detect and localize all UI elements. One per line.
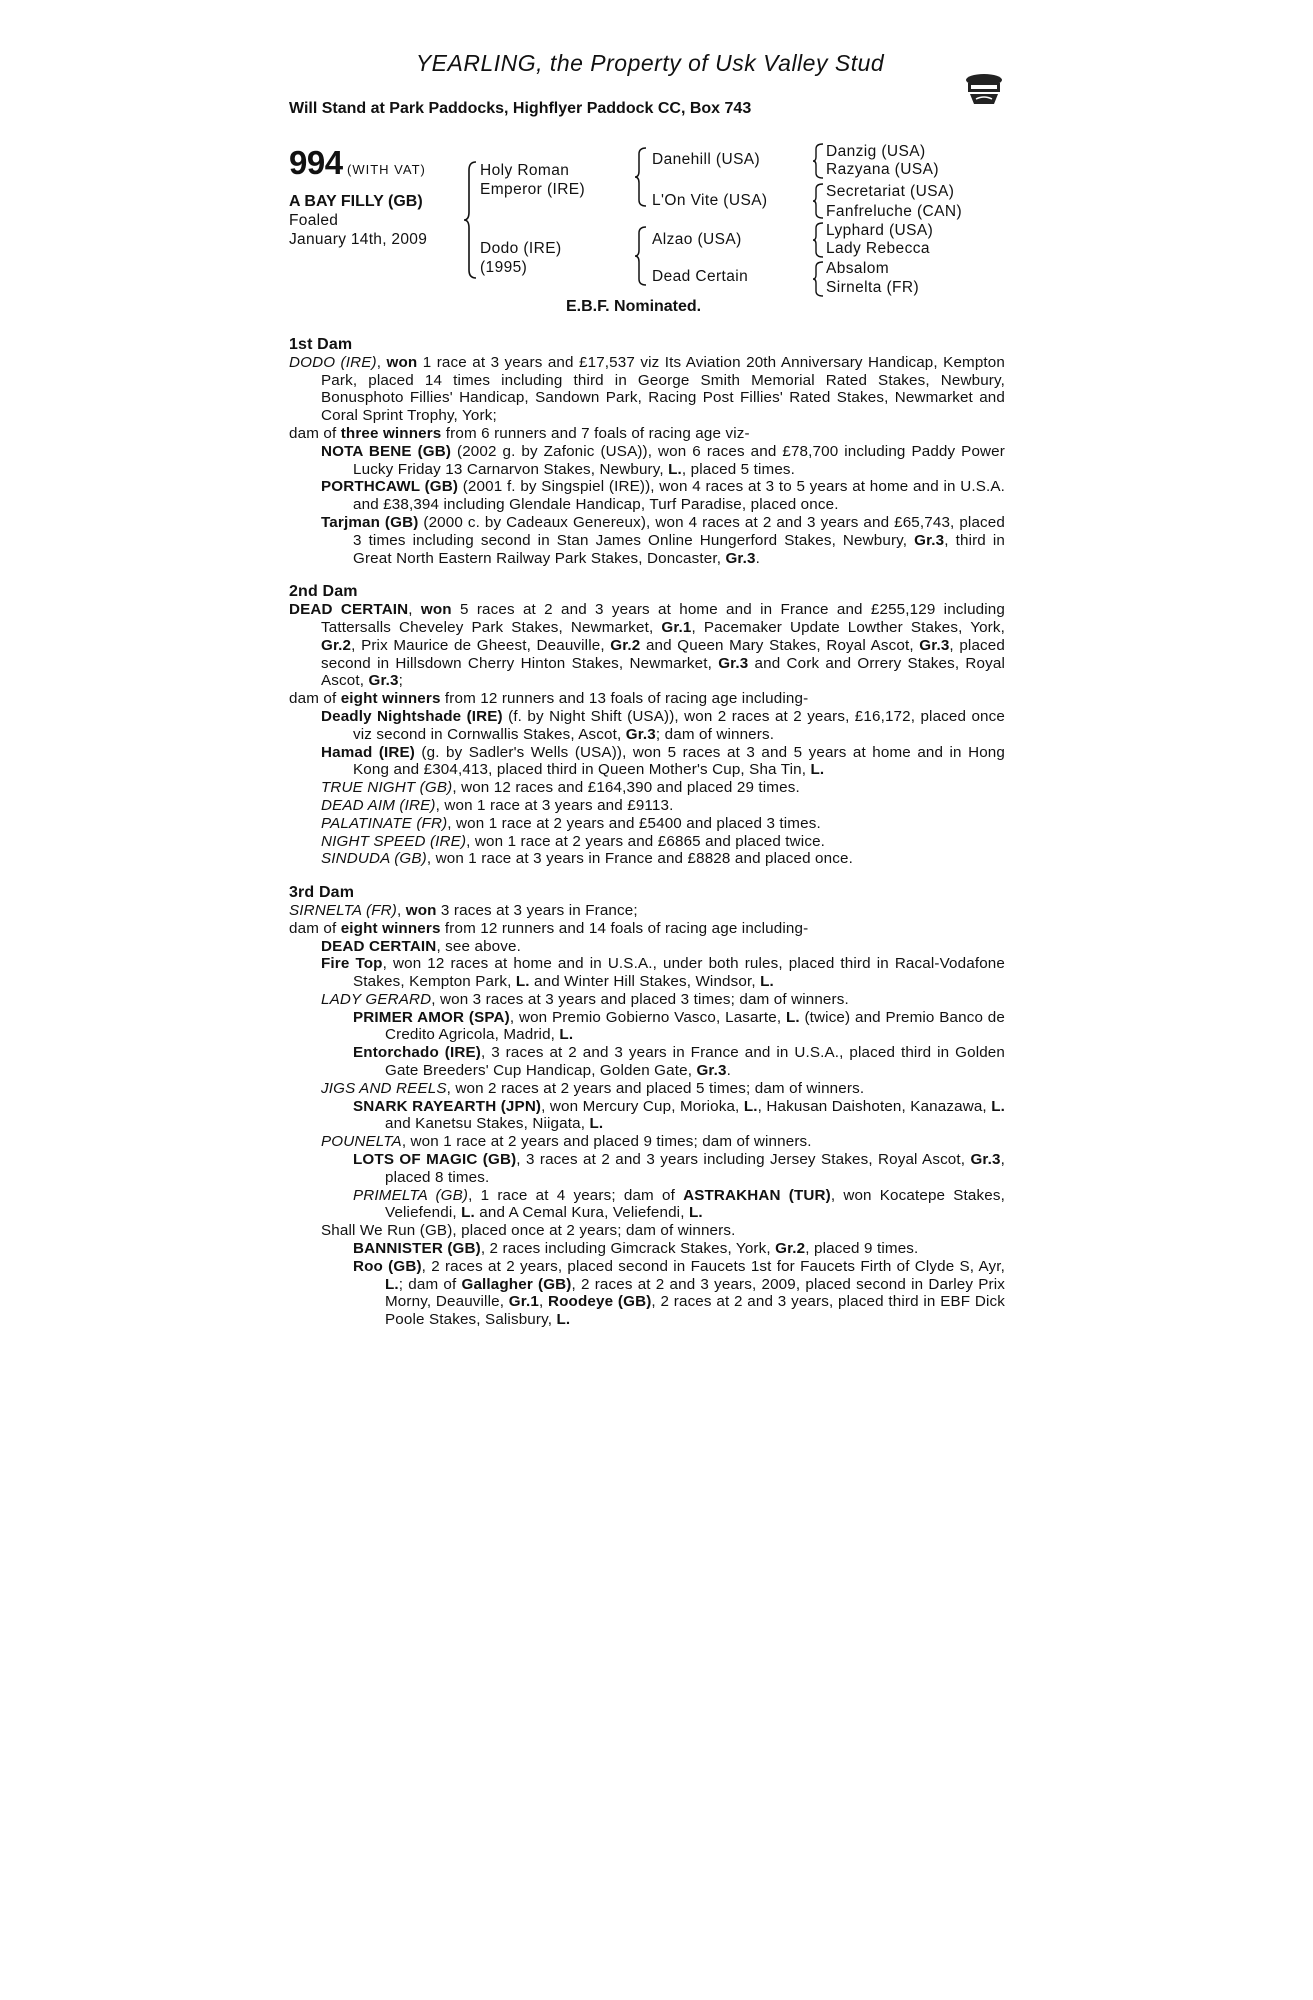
group-mark: Gr.3	[718, 654, 749, 672]
first-dam-produce-line	[289, 425, 1005, 443]
produce-entry	[289, 815, 1005, 833]
produce-entry	[289, 955, 1005, 991]
race-record: , won 1 race at 3 years in France and £8828 and placed once.	[426, 850, 853, 868]
listed-mark: L.	[743, 1097, 758, 1115]
winners-count: eight winners	[340, 690, 441, 708]
race-record: , Hakusan Daishoten, Kanazawa,	[757, 1097, 992, 1115]
horse-name: Deadly Nightshade (IRE)	[321, 707, 503, 725]
group-mark: Gr.3	[919, 636, 950, 654]
race-record: , 2 races including Gimcrack Stakes, York,	[480, 1240, 776, 1258]
ggs-4: Absalom	[826, 260, 890, 277]
dam-name-text: SIRNELTA (FR)	[289, 901, 397, 919]
produce-entry	[289, 779, 1005, 797]
produce-entry: Shall We Run (GB), placed once at 2 years; dam of winners.	[321, 1222, 736, 1240]
race-record: , 2 races at 2 and 3 years, 2009, placed second in Darley Prix Morny, Deauville,	[385, 1275, 1006, 1311]
group-mark: Gr.3	[914, 531, 945, 549]
third-dam-produce-line	[289, 920, 1005, 938]
race-record: 3 races at 3 years in France;	[436, 901, 638, 919]
race-record: , won Mercury Cup, Morioka,	[541, 1097, 744, 1115]
produce-entry	[289, 1151, 1005, 1187]
race-record: ; dam of	[398, 1275, 462, 1293]
group-mark: Gr.3	[725, 549, 756, 567]
winners-count: three winners	[340, 424, 442, 442]
race-record: and Cork and Orrery Stakes, Royal Ascot,	[321, 654, 1005, 690]
race-record: , placed 8 times.	[385, 1151, 1005, 1186]
runners-text: from 12 runners and 13 foals of racing age including-	[440, 690, 809, 708]
produce-entry	[289, 850, 1005, 868]
pedigree-brace-gen3-2	[811, 182, 825, 220]
sire-name: Holy Roman	[480, 162, 570, 179]
horse-name: Gallagher (GB)	[461, 1275, 572, 1293]
listed-mark: L.	[991, 1097, 1005, 1115]
ggs-2: Secretariat (USA)	[826, 183, 955, 200]
horse-name: Fire Top	[321, 955, 383, 973]
ggd-4: Sirnelta (FR)	[826, 279, 920, 296]
listed-mark: L.	[810, 761, 825, 779]
ggd-2: Fanfreluche (CAN)	[826, 203, 963, 220]
lot-description: A BAY FILLY (GB)	[289, 193, 423, 210]
listed-mark: L.	[688, 1204, 703, 1222]
listed-mark: L.	[559, 1026, 574, 1044]
second-dam-produce-line	[289, 690, 1005, 708]
listed-mark: L.	[515, 973, 530, 991]
race-record: and Winter Hill Stakes, Windsor,	[529, 973, 761, 991]
group-mark: Gr.2	[610, 636, 641, 654]
ggd-3: Lady Rebecca	[826, 240, 930, 257]
listed-mark: L.	[385, 1275, 399, 1293]
race-record: , 2 races at 2 and 3 years, placed third in EBF Dick Poole Stakes, Salisbury,	[385, 1293, 1006, 1329]
horse-name: NOTA BENE (GB)	[321, 442, 452, 460]
horse-name: BANNISTER (GB)	[353, 1240, 481, 1258]
group-mark: Gr.3	[625, 725, 656, 743]
race-record: 5 races at 2 and 3 years at home and in France and £255,129 including Tattersalls Cheveley Park Stakes, Newmarket,	[321, 601, 1005, 636]
race-record: (2000 c. by Cadeaux Genereux), won 4 races at 2 and 3 years and £65,743, placed 3 times including second in Stan James Online Hungerford Stakes, Newbury,	[353, 513, 1005, 549]
produce-entry	[289, 1009, 1005, 1045]
produce-entry	[289, 1187, 1005, 1223]
dam-of-text: dam of	[289, 690, 341, 708]
pedigree-brace-sire	[633, 146, 649, 208]
second-dam-entry: DEAD CERTAIN, won 5 races at 2 and 3 years at home and in France and £255,129 including Tattersalls Cheveley Park Stakes, Newmarket, Gr.1, Pacemaker Update Lowther Stakes, York, Gr.2, Prix Maurice de Gheest, Deauville, Gr.2 and Queen Mary Stakes, Royal Ascot, Gr.3, placed second in Hillsdown Cherry Hinton Stakes, Newmarket, Gr.3 and Cork and Orrery Stakes, Royal Ascot, Gr.3;	[289, 601, 1005, 690]
race-record: , Pacemaker Update Lowther Stakes, York,	[691, 618, 1005, 636]
produce-entry	[289, 938, 1005, 956]
dam-dam: Dead Certain	[652, 268, 749, 285]
third-dam-entry: SIRNELTA (FR), won 3 races at 3 years in France;	[289, 901, 638, 919]
pedigree-brace-dam	[633, 225, 649, 287]
race-record: and Kanetsu Stakes, Niigata,	[385, 1115, 590, 1133]
race-record: , placed 5 times.	[681, 460, 796, 478]
race-record: , won 3 races at 3 years and placed 3 times; dam of winners.	[431, 990, 849, 1008]
race-record: , won Kocatepe Stakes, Veliefendi,	[385, 1186, 1005, 1222]
horse-name: PALATINATE (FR)	[321, 814, 448, 832]
ggs-3: Lyphard (USA)	[826, 222, 934, 239]
stud-logo-icon	[962, 66, 1006, 110]
pedigree-brace-gen3-1	[811, 142, 825, 180]
ggd-1: Razyana (USA)	[826, 161, 939, 178]
family-section	[289, 336, 1005, 1329]
group-mark: Gr.1	[508, 1293, 539, 1311]
horse-name: Tarjman (GB)	[321, 513, 419, 531]
race-record: (2001 f. by Singspiel (IRE)), won 4 races at 3 to 5 years at home and in U.S.A. and £38,394 including Glendale Handicap, Turf Paradise, placed once.	[353, 478, 1005, 514]
page-title: YEARLING, the Property of Usk Valley Stud	[415, 50, 885, 76]
horse-name: PRIMER AMOR (SPA)	[353, 1008, 510, 1026]
produce-entry	[289, 1133, 1005, 1151]
group-mark: Gr.3	[696, 1062, 727, 1080]
dam-year: (1995)	[480, 259, 528, 276]
produce-entry	[289, 1080, 1005, 1098]
listed-mark: L.	[589, 1115, 604, 1133]
sire-name-line2: Emperor (IRE)	[480, 181, 586, 198]
produce-entry	[289, 478, 1005, 514]
race-record: , won 1 race at 2 years and placed 9 times; dam of winners.	[401, 1133, 812, 1151]
horse-name: SNARK RAYEARTH (JPN)	[353, 1097, 542, 1115]
pedigree-brace-main	[462, 160, 480, 280]
race-record: ;	[398, 672, 404, 690]
produce-entry	[289, 514, 1005, 567]
race-record: , won 12 races at home and in U.S.A., under both rules, placed third in Racal-Vodafone Stakes, Kempton Park,	[353, 955, 1005, 991]
race-record: and Queen Mary Stakes, Royal Ascot,	[640, 636, 920, 654]
won-text: won	[386, 353, 418, 371]
race-record: , won 1 race at 3 years and £9113.	[435, 796, 674, 814]
sire-dam: L'On Vite (USA)	[652, 192, 768, 209]
horse-name: TRUE NIGHT (GB)	[321, 779, 453, 797]
race-record: (twice) and Premio Banco de Credito Agricola, Madrid,	[385, 1008, 1005, 1044]
ggs-1: Danzig (USA)	[826, 143, 926, 160]
race-record: , 3 races at 2 and 3 years including Jersey Stakes, Royal Ascot,	[516, 1151, 971, 1169]
lot-number: 994	[289, 144, 343, 181]
lot-number-line	[289, 144, 426, 182]
listed-mark: L.	[760, 973, 774, 991]
produce-entry	[289, 833, 1005, 851]
race-record: , won 1 race at 2 years and £6865 and placed twice.	[466, 832, 826, 850]
third-dam-heading: 3rd Dam	[289, 884, 355, 902]
race-record: , 2 races at 2 years, placed second in Faucets 1st for Faucets Firth of Clyde S, Ayr,	[421, 1257, 1006, 1275]
group-mark: Gr.3	[368, 672, 399, 690]
group-mark: Gr.3	[970, 1151, 1001, 1169]
produce-entry	[289, 1098, 1005, 1134]
second-dam-heading: 2nd Dam	[289, 583, 358, 601]
produce-entry	[289, 744, 1005, 780]
horse-name: LADY GERARD	[321, 990, 432, 1008]
foaled-date: January 14th, 2009	[289, 231, 428, 248]
group-mark: Gr.2	[775, 1240, 806, 1258]
race-record: ; dam of winners.	[655, 725, 775, 743]
dam-name-text: DODO (IRE)	[289, 353, 377, 371]
won-text: won	[420, 601, 452, 619]
race-record: , won 2 races at 2 years and placed 5 times; dam of winners.	[446, 1079, 865, 1097]
winners-count: eight winners	[340, 919, 441, 937]
produce-entry	[289, 1258, 1005, 1329]
dam-name-text: DEAD CERTAIN	[289, 601, 409, 619]
horse-name: POUNELTA	[321, 1133, 402, 1151]
listed-mark: L.	[785, 1008, 800, 1026]
stand-location: Will Stand at Park Paddocks, Highflyer Paddock CC, Box 743	[289, 100, 752, 117]
race-record: , won Premio Gobierno Vasco, Lasarte,	[509, 1008, 786, 1026]
horse-name: JIGS AND REELS	[321, 1079, 447, 1097]
horse-name: Roodeye (GB)	[548, 1293, 652, 1311]
listed-mark: L.	[556, 1311, 571, 1329]
race-record: (f. by Night Shift (USA)), won 2 races at 2 years, £16,172, placed once viz second in Cornwallis Stakes, Ascot,	[353, 707, 1005, 743]
listed-mark: L.	[668, 460, 682, 478]
won-text: won	[405, 901, 437, 919]
horse-name: DEAD CERTAIN	[321, 937, 437, 955]
horse-name: SINDUDA (GB)	[321, 850, 427, 868]
dam-of-text: dam of	[289, 424, 341, 442]
horse-name: Entorchado (IRE)	[353, 1044, 481, 1062]
horse-name: DEAD AIM (IRE)	[321, 796, 436, 814]
race-record: , won 12 races and £164,390 and placed 29 times.	[452, 779, 800, 797]
produce-entry	[289, 1044, 1005, 1080]
sire-sire: Danehill (USA)	[652, 151, 761, 168]
first-dam-heading: 1st Dam	[289, 336, 353, 353]
dam-sire: Alzao (USA)	[652, 231, 742, 248]
horse-name: ASTRAKHAN (TUR)	[683, 1186, 831, 1204]
horse-name: NIGHT SPEED (IRE)	[321, 832, 467, 850]
dam-of-text: dam of	[289, 919, 341, 937]
horse-name: Hamad (IRE)	[321, 743, 415, 761]
produce-entry	[289, 797, 1005, 815]
race-record: , placed second in Hillsdown Cherry Hinton Stakes, Newmarket,	[321, 636, 1005, 672]
produce-entry	[289, 443, 1005, 479]
group-mark: Gr.2	[321, 636, 352, 654]
race-record: .	[726, 1062, 731, 1080]
race-record: .	[755, 549, 760, 567]
race-record: 1 race at 3 years and £17,537 viz Its Aviation 20th Anniversary Handicap, Kempton Park, placed 14 times including third in George Smith Memorial Rated Stakes, Newbury, Bonusphoto Fillies' Handicap, Sandown Park, Racing Post Fillies' Rated Stakes, Newmarket and Coral Sprint Trophy, York;	[321, 353, 1005, 425]
race-record: , see above.	[436, 937, 521, 955]
runners-text: from 6 runners and 7 foals of racing age viz-	[441, 424, 750, 442]
horse-name: LOTS OF MAGIC (GB)	[353, 1151, 517, 1169]
pedigree-brace-gen3-4	[811, 260, 825, 298]
dam-name: Dodo (IRE)	[480, 240, 562, 257]
runners-text: from 12 runners and 14 foals of racing age including-	[440, 919, 809, 937]
race-record: , Prix Maurice de Gheest, Deauville,	[351, 636, 611, 654]
race-record: , 1 race at 4 years; dam of	[468, 1186, 684, 1204]
ebf-nominated: E.B.F. Nominated.	[566, 298, 702, 315]
race-record: , 3 races at 2 and 3 years in France and in U.S.A., placed third in Golden Gate Breeders' Cup Handicap, Golden Gate,	[385, 1044, 1006, 1080]
race-record: , placed 9 times.	[805, 1240, 919, 1258]
produce-entry	[289, 991, 1005, 1009]
horse-name: Roo (GB)	[353, 1257, 422, 1275]
produce-entry	[289, 1240, 1005, 1258]
race-record: ,	[538, 1293, 549, 1311]
race-record: and A Cemal Kura, Veliefendi,	[474, 1204, 689, 1222]
pedigree-brace-gen3-3	[811, 221, 825, 259]
vat-note: (WITH VAT)	[347, 162, 426, 177]
listed-mark: L.	[461, 1204, 475, 1222]
race-record: , third in Great North Eastern Railway Park Stakes, Doncaster,	[353, 531, 1005, 567]
group-mark: Gr.1	[661, 618, 692, 636]
foaled-label: Foaled	[289, 212, 339, 229]
produce-entry	[289, 708, 1005, 744]
horse-name: PRIMELTA (GB)	[353, 1186, 469, 1204]
first-dam-entry: DODO (IRE), won 1 race at 3 years and £17,537 viz Its Aviation 20th Anniversary Handicap, Kempton Park, placed 14 times including third in George Smith Memorial Rated Stakes, Newbury, Bonusphoto Fillies' Handicap, Sandown Park, Racing Post Fillies' Rated Stakes, Newmarket and Coral Sprint Trophy, York;	[289, 353, 1005, 425]
horse-name: PORTHCAWL (GB)	[321, 478, 459, 496]
race-record: (2002 g. by Zafonic (USA)), won 6 races and £78,700 including Paddy Power Lucky Friday 13 Carnarvon Stakes, Newbury,	[353, 442, 1005, 478]
race-record: , won 1 race at 2 years and £5400 and placed 3 times.	[447, 814, 821, 832]
race-record: (g. by Sadler's Wells (USA)), won 5 races at 3 and 5 years at home and in Hong Kong and £304,413, placed third in Queen Mother's Cup, Sha Tin,	[353, 743, 1005, 779]
